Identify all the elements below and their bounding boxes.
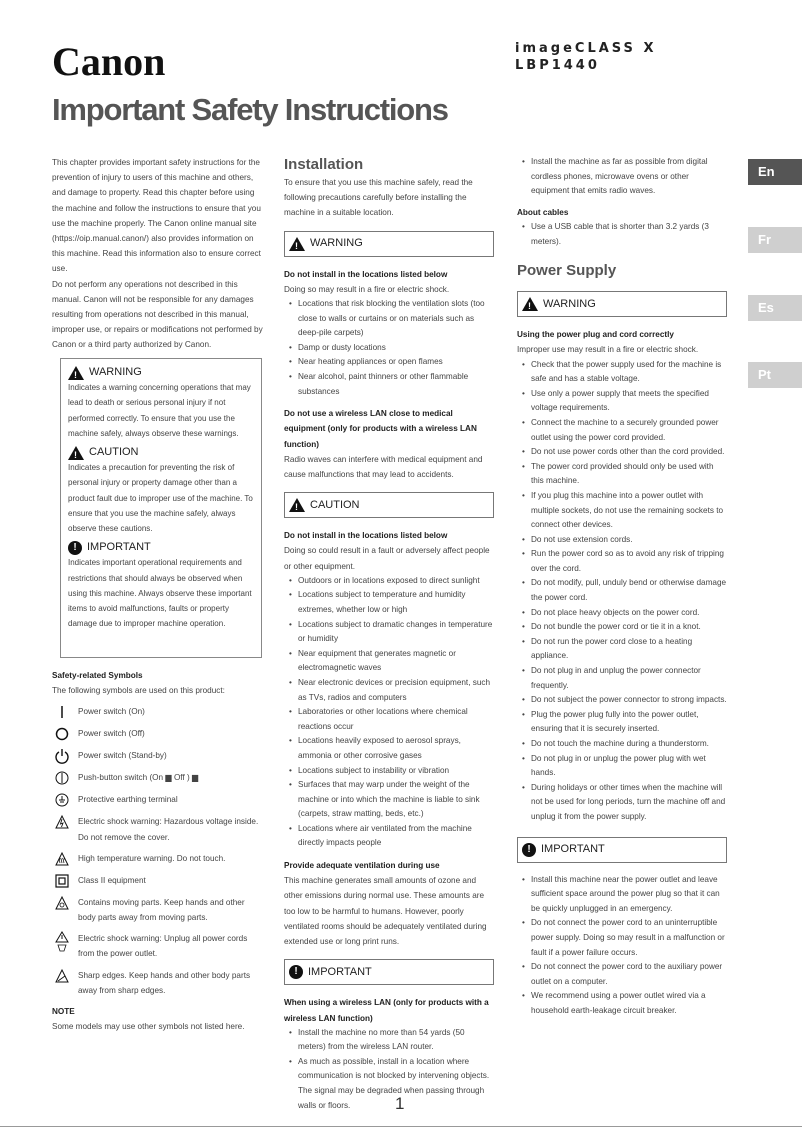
canon-logo: Canon bbox=[52, 39, 166, 84]
list-item: • Laboratories or other locations where chemical reactions occur bbox=[284, 705, 494, 734]
w2-text: Radio waves can interfere with medical equipment and cause malfunctions that may lead to accidents. bbox=[284, 454, 483, 479]
list-item: • If you plug this machine into a power outlet with multiple sockets, do not use the remaining sockets to connect other devices. bbox=[517, 489, 727, 533]
list-item: • During holidays or other times when the machine will not be used for long periods, turn the machine off and unplug it from the power supply. bbox=[517, 781, 727, 825]
i1-list-part1 bbox=[284, 1026, 494, 1114]
symbols-section bbox=[52, 668, 264, 1034]
note-text: Some models may use other symbols not listed here. bbox=[52, 1022, 245, 1032]
installation-warning-box: ! WARNING bbox=[284, 231, 494, 257]
list-item: • The power cord provided should only be used with this machine. bbox=[517, 460, 727, 489]
list-item: • Install this machine near the power outlet and leave sufficient space around the power plug so that it can be quickly unplugged in an emergency. bbox=[517, 873, 727, 917]
symbol-row: Electric shock warning: Unplug all power cords from the power outlet. bbox=[52, 931, 264, 961]
list-item: • Do not bundle the power cord or tie it in a knot. bbox=[517, 620, 727, 635]
list-item: • Connect the machine to a securely grounded power outlet using the power cord provided. bbox=[517, 416, 727, 445]
unplug-icon bbox=[52, 931, 72, 947]
intro-column bbox=[52, 155, 264, 353]
w1-heading: Do not install in the locations listed below bbox=[284, 269, 448, 279]
installation-intro: To ensure that you use this machine safely, read the following precautions carefully before installing the machine in a suitable location. bbox=[284, 178, 473, 218]
list-item: • Damp or dusty locations bbox=[284, 341, 494, 356]
symbols-sub: The following symbols are used on this product: bbox=[52, 686, 225, 696]
legend-caution-heading: ! CAUTION bbox=[68, 445, 255, 460]
c2-heading: Provide adequate ventilation during use bbox=[284, 861, 440, 871]
w1-list bbox=[284, 297, 494, 399]
list-item: • Do not use extension cords. bbox=[517, 533, 727, 548]
list-item: • Run the power cord so as to avoid any risk of tripping over the cord. bbox=[517, 547, 727, 576]
list-item: • Locations subject to dramatic changes in temperature or humidity bbox=[284, 618, 494, 647]
caution-icon bbox=[289, 498, 305, 512]
list-item: • Use a USB cable that is shorter than 3.2 yards (3 meters). bbox=[517, 220, 727, 249]
push-button-icon bbox=[52, 770, 72, 786]
symbol-row: Power switch (Off) bbox=[52, 726, 264, 742]
power-warning-box: ! WARNING bbox=[517, 291, 727, 317]
power-important-box: ! IMPORTANT bbox=[517, 837, 727, 863]
list-item: • Locations that risk blocking the ventilation slots (too close to walls or curtains or on materials such as deep-pile carpets) bbox=[284, 297, 494, 341]
symbol-row: Power switch (Stand-by) bbox=[52, 748, 264, 764]
symbol-row: Contains moving parts. Keep hands and other body parts away from moving parts. bbox=[52, 895, 264, 925]
c2-text: This machine generates small amounts of ozone and other emissions during normal use. These amounts are too low to be harmful to humans. However, poorly ventilated rooms should be adequately ventilated during extended use or long print runs. bbox=[284, 876, 487, 947]
symbol-row: Power switch (On) bbox=[52, 704, 264, 720]
shock-icon bbox=[52, 814, 72, 830]
product-line-2: LBP1440 bbox=[515, 58, 600, 73]
list-item: • Do not plug in and unplug the power connector frequently. bbox=[517, 664, 727, 693]
power-standby-icon bbox=[52, 748, 72, 764]
moving-parts-icon bbox=[52, 895, 72, 911]
symbol-row: Electric shock warning: Hazardous voltage inside. Do not remove the cover. bbox=[52, 814, 264, 844]
c1-heading: Do not install in the locations listed below bbox=[284, 531, 448, 541]
installation-column bbox=[284, 155, 494, 1113]
list-item: • Do not modify, pull, unduly bend or otherwise damage the power cord. bbox=[517, 576, 727, 605]
legend-important-text: Indicates important operational requirements and restrictions that should always be observed when using this machine. Always observe these important items to avoid malfunctions, faults or property damage due to improper machine operation. bbox=[68, 558, 252, 629]
list-item: • Do not touch the machine during a thunderstorm. bbox=[517, 737, 727, 752]
product-line-1: imageCLASS X bbox=[515, 41, 657, 56]
power-off-icon bbox=[52, 726, 72, 742]
symbol-row: Protective earthing terminal bbox=[52, 792, 264, 808]
warning-icon bbox=[522, 297, 538, 311]
legend-warning-heading: ! WARNING bbox=[68, 365, 255, 380]
page-number: 1 bbox=[395, 1094, 405, 1113]
list-item: • Near alcohol, paint thinners or other flammable substances bbox=[284, 370, 494, 399]
list-item: • Do not connect the power cord to an uninterruptible power supply. Doing so may result in a malfunction or fault if a power failure occurs. bbox=[517, 916, 727, 960]
list-item: • Do not place heavy objects on the power cord. bbox=[517, 606, 727, 621]
list-item: • Plug the power plug fully into the power outlet, ensuring that it is securely inserted. bbox=[517, 708, 727, 737]
c1-text: Doing so could result in a fault or adversely affect people or other equipment. bbox=[284, 546, 490, 571]
list-item: • Locations heavily exposed to aerosol sprays, ammonia or other corrosive gases bbox=[284, 734, 494, 763]
list-item: • Locations where air ventilated from the machine directly impacts people bbox=[284, 822, 494, 851]
power-column bbox=[517, 155, 727, 1019]
earth-icon bbox=[52, 792, 72, 808]
legend-warning-text: Indicates a warning concerning operations that may lead to death or serious personal injury if not performed correctly. To ensure that you use the machine safely, always observe these warnings. bbox=[68, 383, 251, 438]
list-item: • Near equipment that generates magnetic or electromagnetic waves bbox=[284, 647, 494, 676]
list-item: • Check that the power supply used for the machine is safe and has a stable voltage. bbox=[517, 358, 727, 387]
cables-list bbox=[517, 220, 727, 249]
list-item: • As much as possible, install in a location where communication is not blocked by intervening objects. The signal may be degraded when passing through walls or floors. bbox=[284, 1055, 494, 1113]
page-title: Important Safety Instructions bbox=[52, 92, 448, 127]
power-w-list bbox=[517, 358, 727, 825]
list-item: • Do not use power cords other than the cord provided. bbox=[517, 445, 727, 460]
warning-icon bbox=[289, 237, 305, 251]
caution-icon bbox=[68, 446, 84, 460]
product-name bbox=[515, 40, 656, 74]
legend-important-heading: ! IMPORTANT bbox=[68, 540, 255, 555]
w2-heading: Do not use a wireless LAN close to medical equipment (only for products with a wireless LAN function) bbox=[284, 409, 477, 449]
important-icon: ! bbox=[68, 541, 82, 555]
intro-text-2: Do not perform any operations not described in this manual. Canon will not be responsible for any damages resulting from operations not described in this manual, improper use, or repairs or modifications not performed by Canon or a third party authorized by Canon. bbox=[52, 279, 263, 350]
intro-text: This chapter provides important safety instructions for the prevention of injury to users of this machine and others, and damage to property. Read this chapter before using the machine and follow the instructions to ensure that you use the machine properly. The Canon online manual site (https://oip.manual.canon/) also provides information on this machine. Read this information also to ensure correct use. bbox=[52, 158, 261, 274]
note-heading: NOTE bbox=[52, 1007, 75, 1017]
important-icon: ! bbox=[289, 965, 303, 979]
list-item: • Use only a power supply that meets the specified voltage requirements. bbox=[517, 387, 727, 416]
list-item: • Locations subject to temperature and humidity extremes, whether low or high bbox=[284, 588, 494, 617]
tab-en[interactable]: En bbox=[748, 159, 802, 185]
list-item: • Do not plug in or unplug the power plug with wet hands. bbox=[517, 752, 727, 781]
sharp-edge-icon bbox=[52, 968, 72, 984]
i1-heading: When using a wireless LAN (only for products with a wireless LAN function) bbox=[284, 998, 489, 1023]
list-item: • Install the machine no more than 54 yards (50 meters) from the wireless LAN router. bbox=[284, 1026, 494, 1055]
installation-heading: Installation bbox=[284, 156, 364, 173]
installation-caution-box: ! CAUTION bbox=[284, 492, 494, 518]
symbol-row: Push-button switch (On ▆ Off ) ▆ bbox=[52, 770, 264, 786]
list-item: • We recommend using a power outlet wired via a household earth-leakage circuit breaker. bbox=[517, 989, 727, 1018]
installation-important-box: ! IMPORTANT bbox=[284, 959, 494, 985]
power-i-list bbox=[517, 873, 727, 1019]
list-item: • Do not run the power cord close to a heating appliance. bbox=[517, 635, 727, 664]
list-item: • Surfaces that may warp under the weight of the machine or into which the machine is liable to sink (carpets, straw matting, beds, etc.) bbox=[284, 778, 494, 822]
list-item: • Do not subject the power connector to strong impacts. bbox=[517, 693, 727, 708]
c1-list bbox=[284, 574, 494, 851]
power-w-heading: Using the power plug and cord correctly bbox=[517, 330, 674, 340]
footer-divider bbox=[0, 1126, 802, 1127]
cables-heading: About cables bbox=[517, 207, 569, 217]
w1-text: Doing so may result in a fire or electric shock. bbox=[284, 284, 450, 294]
power-on-icon bbox=[52, 704, 72, 720]
list-item: • Locations subject to instability or vibration bbox=[284, 764, 494, 779]
list-item: • Near heating appliances or open flames bbox=[284, 355, 494, 370]
tab-es[interactable]: Es bbox=[748, 295, 802, 321]
power-heading: Power Supply bbox=[517, 262, 617, 280]
list-item: • Install the machine as far as possible from digital cordless phones, microwave ovens or other equipment that emits radio waves. bbox=[517, 155, 727, 199]
symbol-row: Sharp edges. Keep hands and other body parts away from sharp edges. bbox=[52, 968, 264, 998]
legend-caution-text: Indicates a precaution for preventing the risk of personal injury or property damage other than a product fault due to improper use of the machine. To ensure that you use the machine safely, always observe these cautions. bbox=[68, 463, 253, 534]
i1-list-part2 bbox=[517, 155, 727, 199]
tab-fr[interactable]: Fr bbox=[748, 227, 802, 253]
symbols-heading: Safety-related Symbols bbox=[52, 671, 143, 680]
hot-icon bbox=[52, 851, 72, 867]
symbol-row: Class II equipment bbox=[52, 873, 264, 889]
class2-icon bbox=[52, 873, 72, 889]
list-item: • Do not connect the power cord to the auxiliary power outlet on a computer. bbox=[517, 960, 727, 989]
tab-pt[interactable]: Pt bbox=[748, 362, 802, 388]
symbol-row: High temperature warning. Do not touch. bbox=[52, 851, 264, 867]
signal-word-legend bbox=[60, 358, 262, 658]
list-item: • Near electronic devices or precision equipment, such as TVs, radios and computers bbox=[284, 676, 494, 705]
warning-icon bbox=[68, 366, 84, 380]
important-icon: ! bbox=[522, 843, 536, 857]
list-item: • Outdoors or in locations exposed to direct sunlight bbox=[284, 574, 494, 589]
power-w-text: Improper use may result in a fire or electric shock. bbox=[517, 345, 699, 355]
